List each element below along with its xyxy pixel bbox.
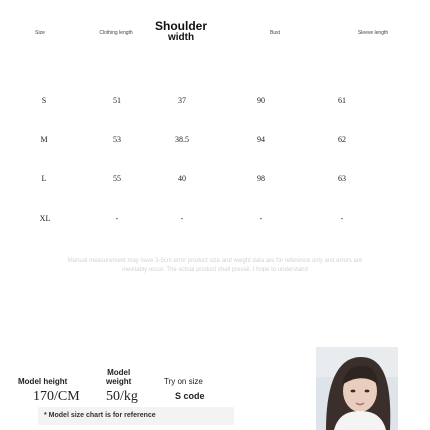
table-row xyxy=(0,214,430,228)
cell-shoulder: 38.5 xyxy=(175,135,189,144)
cell-shoulder: 37 xyxy=(178,96,186,105)
cell-size: XL xyxy=(39,214,51,223)
cell-bust: 94 xyxy=(257,135,265,144)
measurement-disclaimer xyxy=(20,257,410,275)
disclaimer-line-2: inevitably occur. The actual product shall prevail. I hope to understand xyxy=(122,267,308,273)
cell-length: 55 xyxy=(113,174,121,183)
model-photo-icon xyxy=(316,347,398,430)
table-row xyxy=(0,174,430,188)
cell-sleeve: 63 xyxy=(338,174,346,183)
cell-sleeve: - xyxy=(340,214,344,223)
cell-size: S xyxy=(41,96,47,105)
cell-bust: 98 xyxy=(257,174,265,183)
cell-sleeve: 61 xyxy=(338,96,346,105)
disclaimer-line-1: Manual measurement may have 3-5cm error product size and weight data are for reference only and errors are xyxy=(67,258,363,264)
cell-length: 51 xyxy=(113,96,121,105)
cell-bust: - xyxy=(259,214,263,223)
header-shoulder-line2: width xyxy=(167,32,195,43)
model-height-value: 170/CM xyxy=(33,389,80,404)
model-height-label: Model height xyxy=(18,377,68,386)
try-on-size-label: Try on size xyxy=(164,377,203,386)
cell-size: L xyxy=(41,174,47,183)
header-size: Size xyxy=(35,30,45,36)
cell-bust: 90 xyxy=(257,96,265,105)
cell-length: 53 xyxy=(113,135,121,144)
header-shoulder-width xyxy=(155,20,207,44)
model-photo xyxy=(316,347,398,430)
model-weight-label-line1: Model xyxy=(107,368,131,377)
table-row xyxy=(0,96,430,110)
cell-shoulder: - xyxy=(180,214,184,223)
model-weight-label xyxy=(106,368,131,386)
table-row xyxy=(0,135,430,149)
header-shoulder-line1: Shoulder xyxy=(154,19,208,33)
model-weight-value: 50/kg xyxy=(106,389,138,404)
cell-sleeve: 62 xyxy=(338,135,346,144)
model-weight-label-line2: weight xyxy=(106,377,132,386)
header-bust: Bust xyxy=(269,30,281,36)
try-on-size-value: S code xyxy=(175,391,205,401)
model-size-note: * Model size chart is for reference xyxy=(38,407,234,425)
size-table-header xyxy=(0,14,430,54)
header-sleeve-length: Sleeve length xyxy=(357,30,389,36)
cell-shoulder: 40 xyxy=(178,174,186,183)
cell-length: - xyxy=(115,214,119,223)
cell-size: M xyxy=(40,135,48,144)
header-clothing-length: Clothing length xyxy=(99,30,133,36)
